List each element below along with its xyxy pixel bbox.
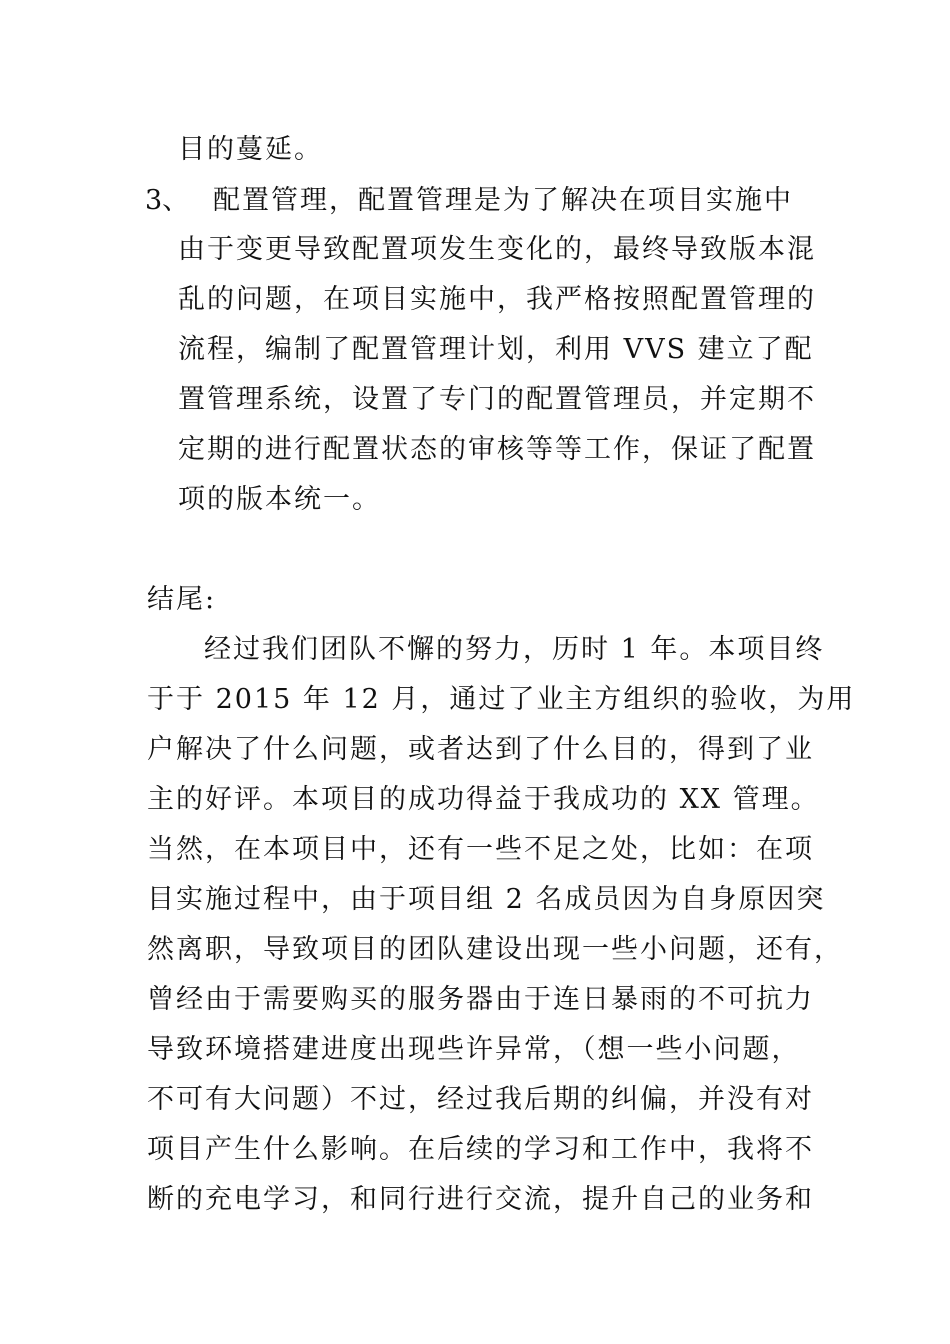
paragraph-line: 不可有大问题）不过，经过我后期的纠偏，并没有对 (147, 1084, 814, 1115)
paragraph-line: 目实施过程中，由于项目组 2 名成员因为自身原因突 (147, 884, 826, 915)
paragraph-line: 导致环境搭建进度出现些许异常，（想一些小问题， (147, 1034, 801, 1065)
list-item-line: 由于变更导致配置项发生变化的，最终导致版本混 (178, 234, 816, 265)
paragraph-line: 曾经由于需要购买的服务器由于连日暴雨的不可抗力 (147, 984, 814, 1015)
paragraph-line: 于于 2015 年 12 月，通过了业主方组织的验收，为用 (147, 684, 856, 715)
paragraph-line: 户解决了什么问题，或者达到了什么目的，得到了业 (147, 734, 814, 765)
paragraph-line: 目的蔓延。 (178, 134, 323, 165)
list-item-line: 乱的问题，在项目实施中，我严格按照配置管理的 (178, 284, 816, 315)
list-item-line: 定期的进行配置状态的审核等等工作，保证了配置 (178, 434, 816, 465)
paragraph-line: 主的好评。本项目的成功得益于我成功的 XX 管理。 (147, 784, 820, 815)
paragraph-line: 项目产生什么影响。在后续的学习和工作中，我将不 (147, 1134, 814, 1165)
list-number: 3、 (145, 185, 190, 216)
paragraph-line: 经过我们团队不懈的努力，历时 1 年。本项目终 (204, 634, 825, 665)
list-item-line: 项的版本统一。 (178, 484, 381, 515)
section-heading: 结尾: (147, 584, 217, 615)
paragraph-line: 当然，在本项目中，还有一些不足之处，比如：在项 (147, 834, 814, 865)
paragraph-line: 然离职，导致项目的团队建设出现一些小问题，还有， (147, 934, 843, 965)
list-item-line: 流程，编制了配置管理计划，利用 VVS 建立了配 (178, 334, 814, 365)
list-item-line: 配置管理，配置管理是为了解决在项目实施中 (213, 185, 793, 216)
list-item-line: 置管理系统，设置了专门的配置管理员，并定期不 (178, 384, 816, 415)
paragraph-line: 断的充电学习，和同行进行交流，提升自己的业务和 (147, 1184, 814, 1215)
